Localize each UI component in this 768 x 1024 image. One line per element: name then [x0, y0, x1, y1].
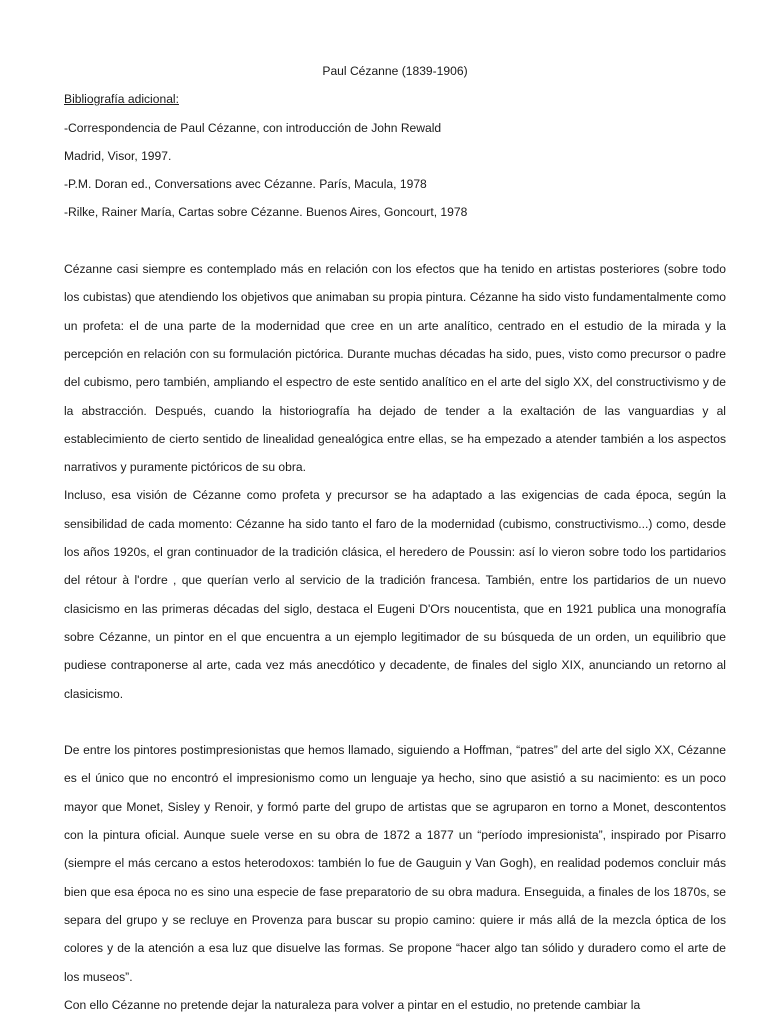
- bibliography-entry: -P.M. Doran ed., Conversations avec Cézanne. París, Macula, 1978: [64, 177, 427, 192]
- document-body: [64, 57, 726, 1019]
- blank-line: [64, 708, 726, 736]
- body-paragraph: Incluso, esa visión de Cézanne como profeta y precursor se ha adaptado a las exigencias de cada época, según la sensibilidad de cada momento: Cézanne ha sido tanto el faro de la modernidad (cubismo, constructivismo...) como, desde los años 1920s, el gran continuador de la tradición clásica, el heredero de Poussin: así lo vieron sobre todo los partidarios del rétour à l'ordre , que querían verlo al servicio de la tradición francesa. También, entre los partidarios de un nuevo clasicismo en las primeras décadas del siglo, destaca el Eugeni D'Ors noucentista, que en 1921 publica una monografía sobre Cézanne, un pintor en el que encuentra a un ejemplo legitimador de su búsqueda de un orden, un equilibrio que pudiese contraponerse al arte, cada vez más anecdótico y decadente, de finales del siglo XIX, anunciando un retorno al clasicismo.: [64, 488, 726, 701]
- body-paragraph: Con ello Cézanne no pretende dejar la naturaleza para volver a pintar en el estudio, no pretende cambiar la: [64, 997, 641, 1012]
- bibliography-entry: -Rilke, Rainer María, Cartas sobre Cézanne. Buenos Aires, Goncourt, 1978: [64, 205, 468, 220]
- body-paragraph: De entre los pintores postimpresionistas que hemos llamado, siguiendo a Hoffman, “patres” del arte del siglo XX, Cézanne es el único que no encontró el impresionismo como un lenguaje ya hecho, sino que asistió a su nacimiento: es un poco mayor que Monet, Sisley y Renoir, y formó parte del grupo de artistas que se agruparon en torno a Monet, descontentos con la pintura oficial. Aunque suele verse en su obra de 1872 a 1877 un “período impresionista”, inspirado por Pisarro (siempre el más cercano a estos heterodoxos: también lo fue de Gauguin y Van Gogh), en realidad podemos concluir más bien que esa época no es sino una especie de fase preparatorio de su obra madura. Enseguida, a finales de los 1870s, se separa del grupo y se recluye en Provenza para buscar su propio camino: quiere ir más allá de la mezcla óptica de los colores y de la atención a esa luz que disuelve las formas. Se propone “hacer algo tan sólido y duradero como el arte de los museos”.: [64, 743, 726, 984]
- bibliography-entry: Madrid, Visor, 1997.: [64, 148, 172, 163]
- bibliography-heading: Bibliografía adicional:: [64, 92, 179, 107]
- bibliography-entry: -Correspondencia de Paul Cézanne, con introducción de John Rewald: [64, 120, 442, 135]
- document-title: Paul Cézanne (1839-1906): [322, 64, 468, 78]
- body-paragraph: Cézanne casi siempre es contemplado más en relación con los efectos que ha tenido en artistas posteriores (sobre todo los cubistas) que atendiendo los objetivos que animaban su propia pintura. Cézanne ha sido visto fundamentalmente como un profeta: el de una parte de la modernidad que cree en un arte analítico, centrado en el estudio de la mirada y la percepción en relación con su formulación pictórica. Durante muchas décadas ha sido, pues, visto como precursor o padre del cubismo, pero también, ampliando el espectro de este sentido analítico en el arte del siglo XX, del constructivismo y de la abstracción. Después, cuando la historiografía ha dejado de tender a la exaltación de las vanguardias y al establecimiento de cierto sentido de linealidad genealógica entre ellas, se ha empezado a atender también a los aspectos narrativos y puramente pictóricos de su obra.: [64, 262, 726, 475]
- blank-line: [64, 227, 726, 255]
